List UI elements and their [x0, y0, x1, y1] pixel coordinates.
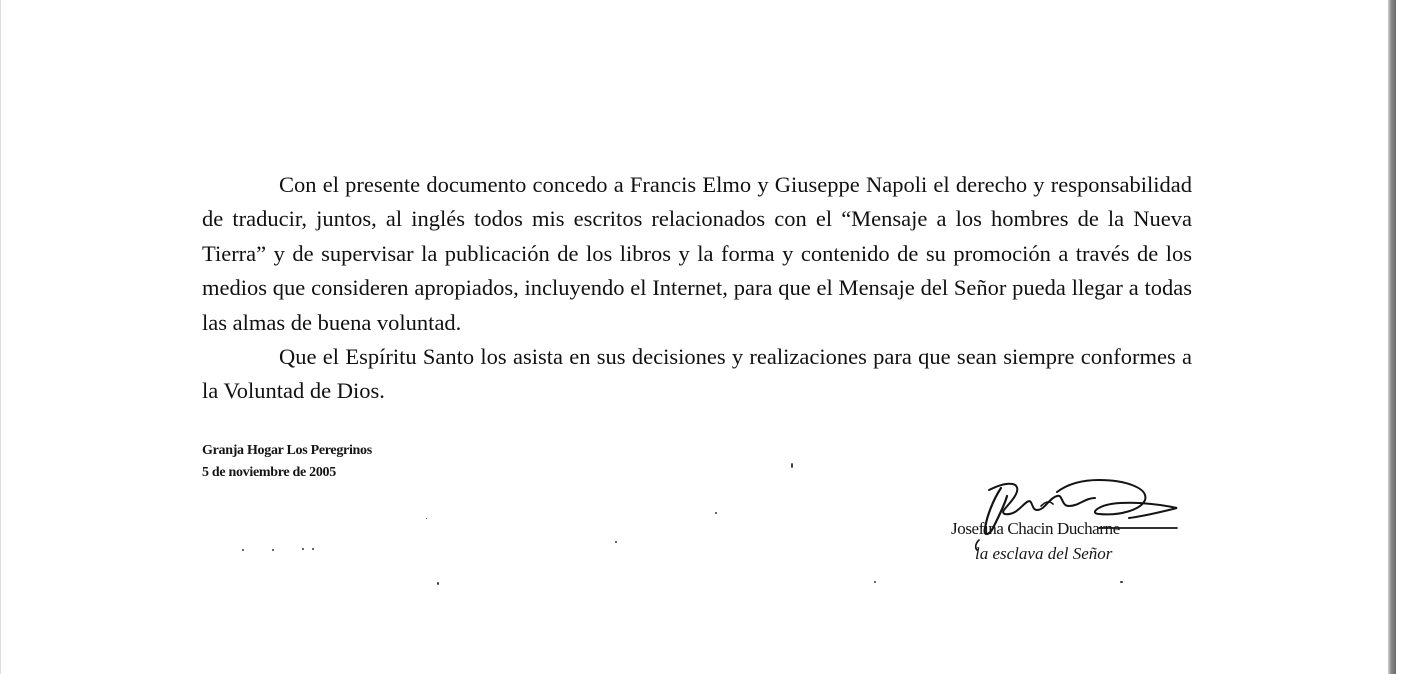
scan-speck	[437, 582, 439, 585]
scan-speck	[302, 548, 304, 550]
letter-paragraph-2: Que el Espíritu Santo los asista en sus decisiones y realizaciones para que sean siempre conformes a la Voluntad de Dios.	[202, 344, 1192, 404]
letter-date: 5 de noviembre de 2005	[202, 465, 336, 480]
scan-speck	[426, 518, 427, 519]
signer-name: Josefina Chacin Ducharne	[951, 519, 1120, 538]
handwritten-signature	[949, 476, 1189, 551]
sender-place: Granja Hogar Los Peregrinos	[202, 443, 372, 458]
letter-body	[202, 168, 1192, 409]
letter-paragraph-1: Con el presente documento concedo a Francis Elmo y Giuseppe Napoli el derecho y responsabilidad de traducir, juntos, al inglés todos mis escritos relacionados con el “Mensaje a los hombres de la Nueva Tierra” y de supervisar la publicación de los libros y la forma y contenido de su promoción a través de los medios que consideren apropiados, incluyendo el Internet, para que el Mensaje del Señor pueda llegar a todas las almas de buena voluntad.	[202, 172, 1192, 335]
sender-block	[202, 440, 372, 484]
scan-speck	[715, 512, 717, 514]
scan-speck	[312, 548, 314, 550]
signature-block	[949, 476, 1189, 576]
scan-speck	[874, 581, 876, 583]
scan-speck	[242, 549, 244, 551]
signer-title: la esclava del Señor	[975, 544, 1113, 563]
scan-speck	[791, 463, 793, 468]
scan-speck	[615, 541, 617, 543]
page-edge-shadow	[1388, 0, 1396, 674]
scan-speck	[1120, 581, 1123, 583]
scan-speck	[272, 549, 274, 551]
